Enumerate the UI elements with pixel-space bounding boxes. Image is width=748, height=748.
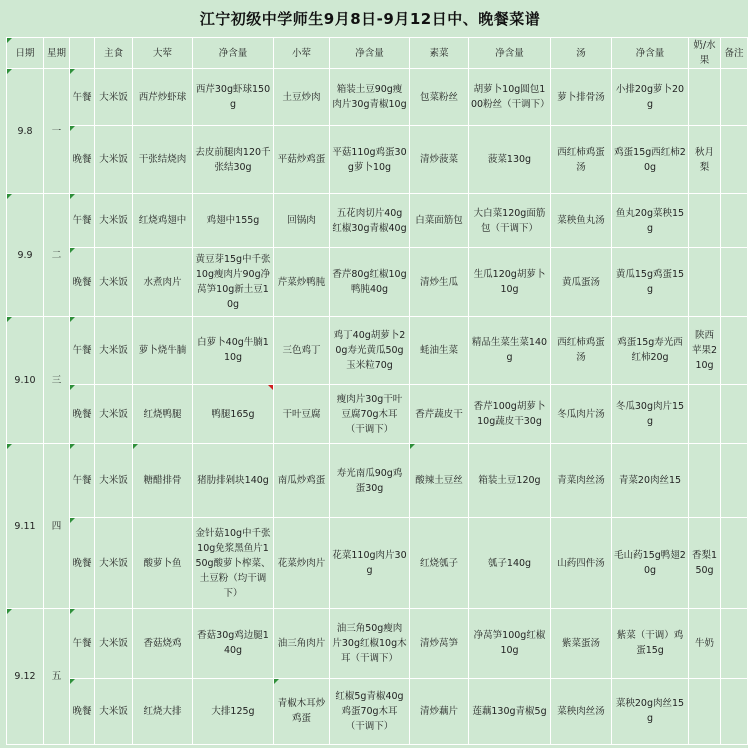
staple-cell: 大米饭 <box>95 517 133 608</box>
meal-cell: 晚餐 <box>70 517 95 608</box>
milk-fruit-cell <box>689 194 721 248</box>
main-dish-cell: 红烧鸭腿 <box>133 385 193 444</box>
main-qty-cell: 鸡翅中155g <box>193 194 274 248</box>
main-qty-cell: 鸭腿165g <box>193 385 274 444</box>
vegetable-cell: 白菜面筋包 <box>410 194 469 248</box>
page-title: 江宁初级中学师生9月8日-9月12日中、晚餐菜谱 <box>199 9 541 28</box>
vegetable-cell: 清炒生瓜 <box>410 248 469 316</box>
staple-cell: 大米饭 <box>95 248 133 316</box>
soup-cell: 紫菜蛋汤 <box>551 609 612 678</box>
milk-fruit-cell <box>689 69 721 126</box>
main-dish-cell: 水煮肉片 <box>133 248 193 316</box>
meal-cell: 晚餐 <box>70 385 95 444</box>
date-cell: 9.8 <box>7 69 44 194</box>
note-cell <box>721 248 748 316</box>
weekday-cell: 五 <box>44 609 70 745</box>
meal-cell: 晚餐 <box>70 126 95 194</box>
milk-fruit-cell <box>689 444 721 518</box>
side-dish-cell: 土豆炒肉 <box>274 69 330 126</box>
main-qty-cell: 去皮前腿肉120千张结30g <box>193 126 274 194</box>
table-row <box>7 69 748 126</box>
soup-qty-cell: 鸡蛋15g寿光西红柿20g <box>612 316 689 384</box>
staple-cell: 大米饭 <box>95 126 133 194</box>
main-qty-cell: 香菇30g鸡边腿140g <box>193 609 274 678</box>
meal-cell: 晚餐 <box>70 248 95 316</box>
main-dish-cell: 干张结烧肉 <box>133 126 193 194</box>
meal-cell: 午餐 <box>70 316 95 384</box>
weekday-cell: 一 <box>44 69 70 194</box>
table-row <box>7 385 748 444</box>
header-side-dish: 小荤 <box>274 38 330 69</box>
header-main-qty: 净含量 <box>193 38 274 69</box>
vegetable-cell: 包菜粉丝 <box>410 69 469 126</box>
main-qty-cell: 黄豆芽15g中千张10g瘦肉片90g净莴笋10g新土豆10g <box>193 248 274 316</box>
meal-cell: 午餐 <box>70 609 95 678</box>
main-dish-cell: 香菇烧鸡 <box>133 609 193 678</box>
staple-cell: 大米饭 <box>95 609 133 678</box>
header-milk-fruit: 奶/水果 <box>689 38 721 69</box>
table-row <box>7 316 748 384</box>
table-row <box>7 444 748 518</box>
header-veg-qty: 净含量 <box>469 38 551 69</box>
meal-cell: 晚餐 <box>70 678 95 744</box>
milk-fruit-cell <box>689 678 721 744</box>
header-weekday: 星期 <box>44 38 70 69</box>
veg-qty-cell: 箱装土豆120g <box>469 444 551 518</box>
vegetable-cell: 清炒莴笋 <box>410 609 469 678</box>
staple-cell: 大米饭 <box>95 385 133 444</box>
side-dish-cell: 芹菜炒鸭肫 <box>274 248 330 316</box>
vegetable-cell: 香芹蔬皮干 <box>410 385 469 444</box>
date-cell: 9.9 <box>7 194 44 316</box>
side-dish-cell: 回锅肉 <box>274 194 330 248</box>
soup-cell: 冬瓜肉片汤 <box>551 385 612 444</box>
header-date: 日期 <box>7 38 44 69</box>
meal-cell: 午餐 <box>70 69 95 126</box>
side-qty-cell: 平菇110g鸡蛋30g萝卜10g <box>330 126 410 194</box>
header-meal <box>70 38 95 69</box>
main-dish-cell: 红烧鸡翅中 <box>133 194 193 248</box>
vegetable-cell: 酸辣土豆丝 <box>410 444 469 518</box>
side-qty-cell: 红椒5g青椒40g鸡蛋70g木耳（干调下） <box>330 678 410 744</box>
note-cell <box>721 316 748 384</box>
note-cell <box>721 194 748 248</box>
side-dish-cell: 花菜炒肉片 <box>274 517 330 608</box>
note-cell <box>721 609 748 678</box>
header-soup-qty: 净含量 <box>612 38 689 69</box>
side-qty-cell: 五花肉切片40g红椒30g青椒40g <box>330 194 410 248</box>
soup-cell: 黄瓜蛋汤 <box>551 248 612 316</box>
milk-fruit-cell: 陕西苹果210g <box>689 316 721 384</box>
staple-cell: 大米饭 <box>95 678 133 744</box>
main-dish-cell: 酸萝卜鱼 <box>133 517 193 608</box>
note-cell <box>721 444 748 518</box>
table-row <box>7 194 748 248</box>
header-side-qty: 净含量 <box>330 38 410 69</box>
main-dish-cell: 萝卜烧牛腩 <box>133 316 193 384</box>
vegetable-cell: 蚝油生菜 <box>410 316 469 384</box>
side-dish-cell: 平菇炒鸡蛋 <box>274 126 330 194</box>
main-qty-cell: 猪肋排剁块140g <box>193 444 274 518</box>
weekday-cell: 四 <box>44 444 70 609</box>
main-dish-cell: 红烧大排 <box>133 678 193 744</box>
header-row <box>7 38 748 69</box>
soup-cell: 西红柿鸡蛋汤 <box>551 126 612 194</box>
header-soup: 汤 <box>551 38 612 69</box>
soup-qty-cell: 菜秧20g肉丝15g <box>612 678 689 744</box>
side-dish-cell: 青椒木耳炒鸡蛋 <box>274 678 330 744</box>
soup-cell: 菜秧鱼丸汤 <box>551 194 612 248</box>
milk-fruit-cell <box>689 385 721 444</box>
table-row <box>7 126 748 194</box>
soup-qty-cell: 冬瓜30g肉片15g <box>612 385 689 444</box>
main-dish-cell: 糖醋排骨 <box>133 444 193 518</box>
soup-qty-cell: 小排20g萝卜20g <box>612 69 689 126</box>
main-qty-cell: 白萝卜40g牛腩110g <box>193 316 274 384</box>
main-qty-cell: 金针菇10g中千张10g免浆黑鱼片150g酸萝卜榨菜、土豆粉（均干调下） <box>193 517 274 608</box>
note-cell <box>721 126 748 194</box>
soup-cell: 青菜肉丝汤 <box>551 444 612 518</box>
soup-cell: 山药四件汤 <box>551 517 612 608</box>
soup-cell: 萝卜排骨汤 <box>551 69 612 126</box>
soup-cell: 菜秧肉丝汤 <box>551 678 612 744</box>
soup-qty-cell: 鱼丸20g菜秧15g <box>612 194 689 248</box>
veg-qty-cell: 生瓜120g胡萝卜10g <box>469 248 551 316</box>
side-qty-cell: 花菜110g肉片30g <box>330 517 410 608</box>
table-row <box>7 678 748 744</box>
header-staple: 主食 <box>95 38 133 69</box>
veg-qty-cell: 净莴笋100g红椒10g <box>469 609 551 678</box>
veg-qty-cell: 香芹100g胡萝卜10g蔬皮干30g <box>469 385 551 444</box>
header-vegetable: 素菜 <box>410 38 469 69</box>
note-cell <box>721 678 748 744</box>
soup-qty-cell: 鸡蛋15g西红柿20g <box>612 126 689 194</box>
main-qty-cell: 大排125g <box>193 678 274 744</box>
veg-qty-cell: 莲藕130g青椒5g <box>469 678 551 744</box>
date-cell: 9.10 <box>7 316 44 444</box>
staple-cell: 大米饭 <box>95 69 133 126</box>
vegetable-cell: 清炒藕片 <box>410 678 469 744</box>
side-dish-cell: 油三角肉片 <box>274 609 330 678</box>
note-cell <box>721 517 748 608</box>
side-dish-cell: 三色鸡丁 <box>274 316 330 384</box>
table-row <box>7 517 748 608</box>
meal-cell: 午餐 <box>70 194 95 248</box>
meal-cell: 午餐 <box>70 444 95 518</box>
veg-qty-cell: 菠菜130g <box>469 126 551 194</box>
veg-qty-cell: 瓠子140g <box>469 517 551 608</box>
veg-qty-cell: 胡萝卜10g圆包100粉丝（干调下） <box>469 69 551 126</box>
milk-fruit-cell: 香梨150g <box>689 517 721 608</box>
side-qty-cell: 香芹80g红椒10g鸭肫40g <box>330 248 410 316</box>
side-dish-cell: 南瓜炒鸡蛋 <box>274 444 330 518</box>
main-dish-cell: 西芹炒虾球 <box>133 69 193 126</box>
staple-cell: 大米饭 <box>95 444 133 518</box>
table-row <box>7 248 748 316</box>
staple-cell: 大米饭 <box>95 316 133 384</box>
side-qty-cell: 瘦肉片30g干叶豆腐70g木耳（干调下） <box>330 385 410 444</box>
weekday-cell: 二 <box>44 194 70 316</box>
soup-qty-cell: 紫菜（干调）鸡蛋15g <box>612 609 689 678</box>
header-note: 备注 <box>721 38 748 69</box>
header-main-dish: 大荤 <box>133 38 193 69</box>
milk-fruit-cell <box>689 248 721 316</box>
side-dish-cell: 干叶豆腐 <box>274 385 330 444</box>
veg-qty-cell: 精品生菜生菜140g <box>469 316 551 384</box>
main-qty-cell: 西芹30g虾球150g <box>193 69 274 126</box>
veg-qty-cell: 大白菜120g面筋包（干调下） <box>469 194 551 248</box>
side-qty-cell: 箱装土豆90g瘦肉片30g青椒10g <box>330 69 410 126</box>
note-cell <box>721 69 748 126</box>
table-row <box>7 609 748 678</box>
soup-qty-cell: 毛山药15g鸭翅20g <box>612 517 689 608</box>
weekday-cell: 三 <box>44 316 70 444</box>
staple-cell: 大米饭 <box>95 194 133 248</box>
menu-table <box>6 37 748 745</box>
soup-qty-cell: 黄瓜15g鸡蛋15g <box>612 248 689 316</box>
side-qty-cell: 寿光南瓜90g鸡蛋30g <box>330 444 410 518</box>
vegetable-cell: 红烧瓠子 <box>410 517 469 608</box>
milk-fruit-cell: 秋月梨 <box>689 126 721 194</box>
date-cell: 9.11 <box>7 444 44 609</box>
side-qty-cell: 鸡丁40g胡萝卜20g寿光黄瓜50g玉米粒70g <box>330 316 410 384</box>
side-qty-cell: 油三角50g瘦肉片30g红椒10g木耳（干调下） <box>330 609 410 678</box>
date-cell: 9.12 <box>7 609 44 745</box>
milk-fruit-cell: 牛奶 <box>689 609 721 678</box>
note-cell <box>721 385 748 444</box>
soup-qty-cell: 青菜20肉丝15 <box>612 444 689 518</box>
soup-cell: 西红柿鸡蛋汤 <box>551 316 612 384</box>
vegetable-cell: 清炒菠菜 <box>410 126 469 194</box>
